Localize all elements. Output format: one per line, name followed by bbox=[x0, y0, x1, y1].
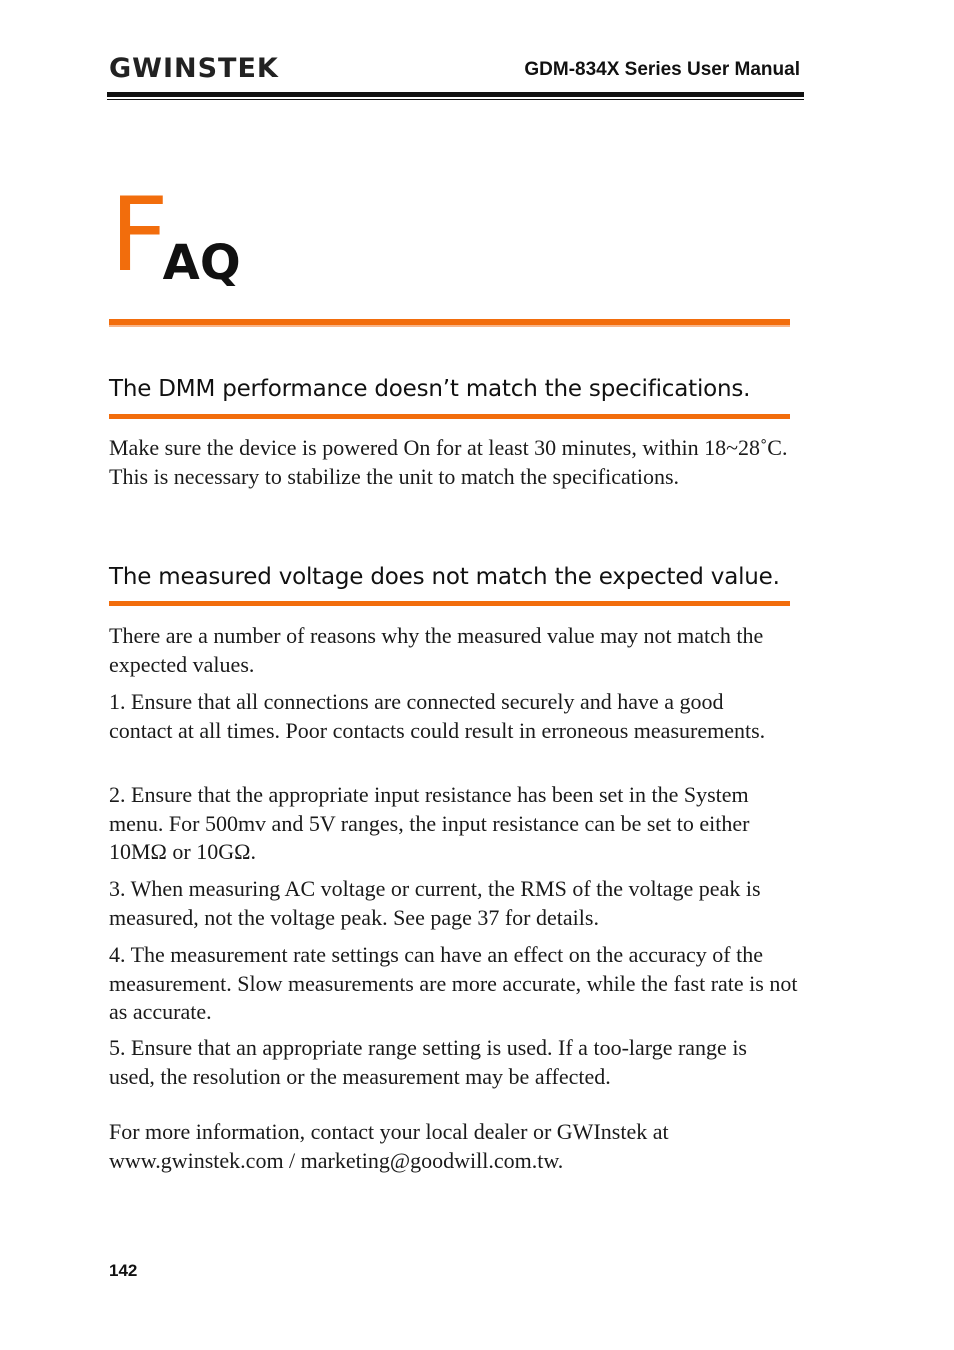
header-rule-thin bbox=[107, 99, 804, 100]
header-rule bbox=[107, 92, 804, 97]
list-item: 5. Ensure that an appropriate range setting is used. If a too-large range is used, the resolution or the measurement may be affected. bbox=[109, 1035, 747, 1089]
section-rule-1 bbox=[109, 414, 790, 419]
chapter-title-rest: AQ bbox=[162, 235, 241, 291]
section-heading-2: The measured voltage does not match the expected value. bbox=[109, 564, 780, 590]
list-item: 4. The measurement rate settings can have an effect on the accuracy of the measurement. Slow measurements are more accurate, while the fast rate is not as accurate. bbox=[109, 942, 798, 1024]
section-rule-2 bbox=[109, 601, 790, 606]
manual-title: GDM-834X Series User Manual bbox=[524, 59, 800, 80]
page-header bbox=[107, 54, 804, 100]
gwinstek-logo: GWINSTEK bbox=[109, 53, 279, 84]
paragraph: There are a number of reasons why the measured value may not match the expected values. bbox=[109, 623, 764, 677]
chapter-title bbox=[110, 176, 241, 295]
section-heading-1: The DMM performance doesn’t match the specifications. bbox=[109, 376, 751, 402]
chapter-rule-shadow bbox=[109, 325, 790, 327]
list-item: 3. When measuring AC voltage or current, the RMS of the voltage peak is measured, not the voltage peak. See page 37 for details. bbox=[109, 876, 761, 930]
paragraph: Make sure the device is powered On for at least 30 minutes, within 18~28˚C. This is necessary to stabilize the unit to match the specifications. bbox=[109, 435, 788, 489]
page-number: 142 bbox=[109, 1261, 138, 1280]
contact-info: For more information, contact your local dealer or GWInstek at www.gwinstek.com / marketing@goodwill.com.tw. bbox=[109, 1119, 669, 1173]
list-item: 1. Ensure that all connections are connected securely and have a good contact at all times. Poor contacts could result in erroneous measurements. bbox=[109, 689, 766, 743]
list-item: 2. Ensure that the appropriate input resistance has been set in the System menu. For 500mv and 5V ranges, the input resistance can be set to either 10MΩ or 10GΩ. bbox=[109, 782, 750, 864]
chapter-initial: F bbox=[110, 176, 169, 295]
